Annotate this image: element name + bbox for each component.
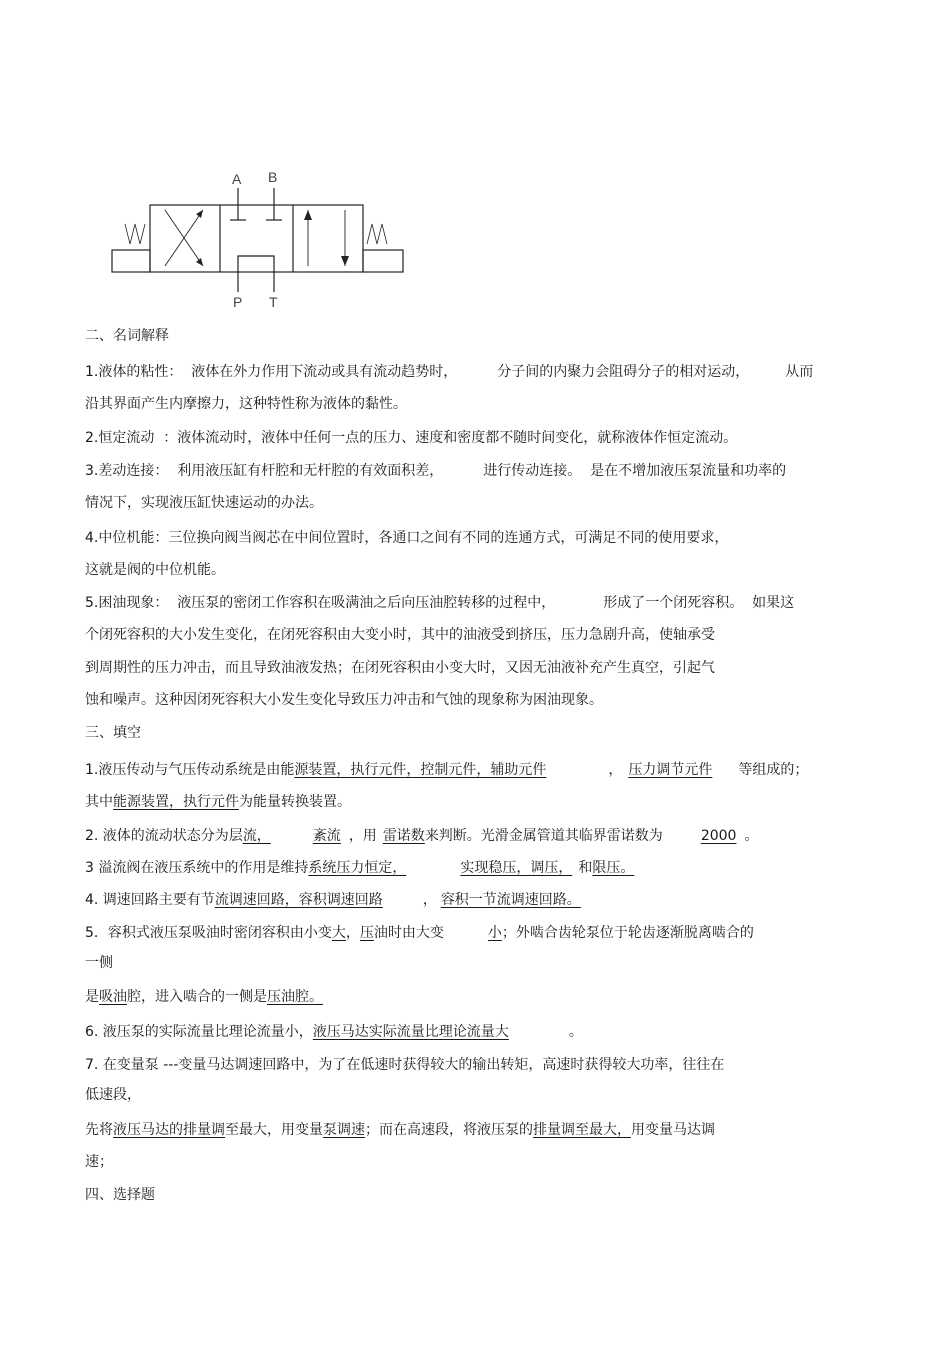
- section-4-heading: 四、选择题: [85, 1187, 155, 1203]
- port-a-label: A: [232, 171, 242, 187]
- term-3-line-2: 情况下，实现液压缸快速运动的办法。: [85, 495, 323, 511]
- valve-body: [150, 205, 363, 272]
- fill-1-line-2: 其中能源装置，执行元件为能量转换装置。: [85, 794, 351, 810]
- fill-7-line-3: 先将液压马达的排量调至最大，用变量泵调速；而在高速段，将液压泵的排量调至最大，用变量马达调: [85, 1122, 715, 1138]
- fill-6-line-1: 6. 液压泵的实际流量比理论流量小，液压马达实际流量比理论流量大 。: [85, 1024, 583, 1040]
- fill-5-line-2: 一侧: [85, 955, 113, 971]
- term-1-line-2: 沿其界面产生内摩擦力，这种特性称为液体的黏性。: [85, 396, 407, 412]
- term-4-line-2: 这就是阀的中位机能。: [85, 562, 225, 578]
- fill-1-line-1: 1.液压传动与气压传动系统是由能源装置，执行元件，控制元件，辅助元件 ， 压力调节元件 等组成的；: [85, 762, 809, 778]
- fill-3-line-1: 3 溢流阀在液压系统中的作用是维持系统压力恒定， 实现稳压，调压， 和限压。: [85, 860, 635, 876]
- port-b-label: B: [268, 169, 278, 185]
- section-2-heading: 二、名词解释: [85, 328, 169, 344]
- left-spring: [125, 224, 145, 244]
- right-actuator-box: [363, 250, 403, 272]
- port-p-label: P: [233, 294, 243, 310]
- fill-7-line-1: 7. 在变量泵 ---变量马达调速回路中，为了在低速时获得较大的输出转矩，高速时获得较大功率，往往在: [85, 1057, 725, 1073]
- term-4-line-1: 4.中位机能：三位换向阀当阀芯在中间位置时，各通口之间有不同的连通方式，可满足不同的使用要求，: [85, 530, 729, 546]
- term-3-line-1: 3.差动连接： 利用液压缸有杆腔和无杆腔的有效面积差， 进行传动连接。 是在不增加液压泵流量和功率的: [85, 463, 787, 479]
- term-5-line-4: 蚀和噪声。这种因闭死容积大小发生变化导致压力冲击和气蚀的现象称为困油现象。: [85, 692, 603, 708]
- term-5-line-1: 5.困油现象： 液压泵的密闭工作容积在吸满油之后向压油腔转移的过程中， 形成了一个闭死容积。 如果这: [85, 595, 795, 611]
- term-5-line-3: 到周期性的压力冲击，而且导致油液发热；在闭死容积由小变大时，又因无油液补充产生真空，引起气: [85, 660, 715, 676]
- fill-2-line-1: 2. 液体的流动状态分为层流， 紊流 ，用 雷诺数来判断。光滑金属管道其临界雷诺数为 2000 。: [85, 828, 759, 844]
- section-3-heading: 三、填空: [85, 725, 141, 741]
- term-2-line-1: 2.恒定流动 ：液体流动时，液体中任何一点的压力、速度和密度都不随时间变化，就称液体作恒定流动。: [85, 430, 738, 446]
- fill-5-line-1: 5．容积式液压泵吸油时密闭容积由小变大，压油时由大变 小；外啮合齿轮泵位于轮齿逐渐脱离啮合的: [85, 925, 754, 941]
- term-5-line-2: 个闭死容积的大小发生变化，在闭死容积由大变小时，其中的油液受到挤压，压力急剧升高，使轴承受: [85, 627, 715, 643]
- directional-valve-symbol: [105, 162, 410, 317]
- fill-7-line-2: 低速段，: [85, 1087, 141, 1103]
- left-actuator-box: [112, 250, 150, 272]
- port-t-label: T: [269, 294, 278, 310]
- term-1-line-1: 1.液体的粘性： 液体在外力作用下流动或具有流动趋势时， 分子间的内聚力会阻碍分子的相对运动， 从而: [85, 364, 814, 380]
- fill-7-line-4: 速；: [85, 1154, 113, 1170]
- fill-4-line-1: 4. 调速回路主要有节流调速回路，容积调速回路 ， 容积一节流调速回路。: [85, 892, 581, 908]
- fill-5-line-3: 是吸油腔，进入啮合的一侧是压油腔。: [85, 989, 323, 1005]
- right-spring: [367, 224, 387, 244]
